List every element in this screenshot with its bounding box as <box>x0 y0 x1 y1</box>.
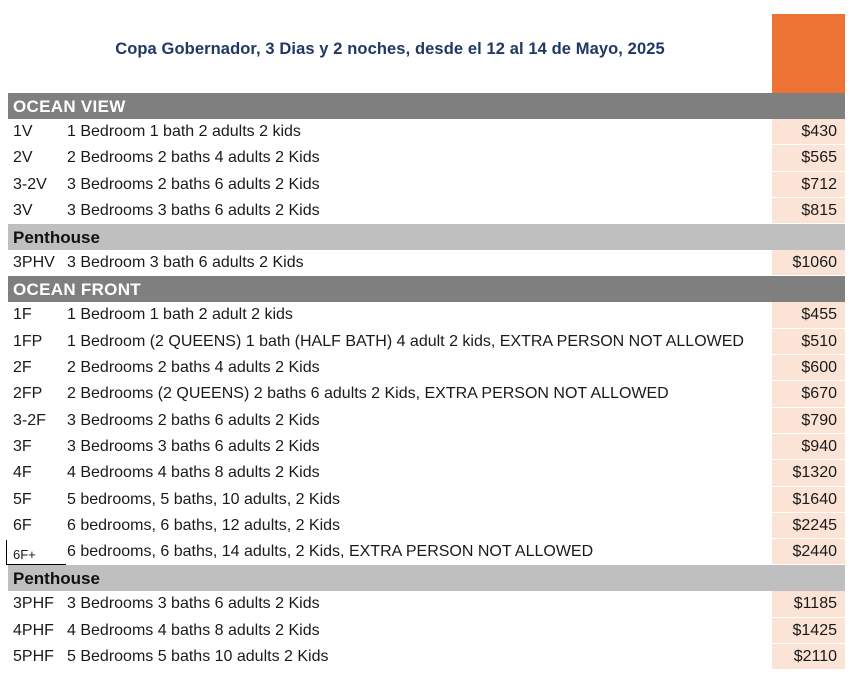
room-description: 1 Bedroom (2 QUEENS) 1 bath (HALF BATH) 4 adult 2 kids, EXTRA PERSON NOT ALLOWED <box>67 332 744 350</box>
room-price: $670 <box>772 381 845 407</box>
section-header-penthouse-view: Penthouse <box>8 224 845 250</box>
room-description: 6 bedrooms, 6 baths, 12 adults, 2 Kids <box>67 516 341 534</box>
room-description: 2 Bedrooms (2 QUEENS) 2 baths 6 adults 2 Kids, EXTRA PERSON NOT ALLOWED <box>67 385 669 403</box>
room-code: 2FP <box>13 385 43 403</box>
room-price: $1425 <box>772 618 845 644</box>
table-row <box>8 644 845 670</box>
room-code: 4F <box>13 464 32 482</box>
room-price: $565 <box>772 145 845 171</box>
table-row <box>8 329 845 355</box>
room-code: 1F <box>13 306 32 324</box>
room-description: 5 bedrooms, 5 baths, 10 adults, 2 Kids <box>67 490 341 508</box>
table-row <box>8 618 845 644</box>
room-price: $2245 <box>772 513 845 539</box>
room-price: $712 <box>772 172 845 198</box>
table-row <box>8 198 845 224</box>
room-description: 3 Bedrooms 2 baths 6 adults 2 Kids <box>67 411 320 429</box>
room-description: 1 Bedroom 1 bath 2 adults 2 kids <box>67 123 301 140</box>
room-description: 3 Bedroom 3 bath 6 adults 2 Kids <box>67 254 304 272</box>
table-row <box>8 119 845 145</box>
room-code: 4PHF <box>13 621 54 639</box>
room-code: 1FP <box>13 332 43 350</box>
room-price: $2110 <box>772 644 845 670</box>
room-description: 6 bedrooms, 6 baths, 14 adults, 2 Kids, EXTRA PERSON NOT ALLOWED <box>67 543 594 561</box>
room-code: 2F <box>13 359 32 377</box>
room-code: 6F+ <box>13 547 36 563</box>
room-description: 1 Bedroom 1 bath 2 adult 2 kids <box>67 306 293 324</box>
table-row <box>8 513 845 539</box>
table-row <box>8 487 845 513</box>
room-description: 5 Bedrooms 5 baths 10 adults 2 Kids <box>67 648 329 666</box>
room-code: 3PHV <box>13 254 55 272</box>
room-price: $790 <box>772 408 845 434</box>
room-code: 3F <box>13 437 32 455</box>
room-code: 5PHF <box>13 648 54 666</box>
room-code: 3PHF <box>13 595 54 613</box>
table-row <box>8 172 845 198</box>
room-price: $1060 <box>772 250 845 276</box>
table-row <box>8 355 845 381</box>
room-price: $1185 <box>772 591 845 617</box>
table-row <box>8 302 845 328</box>
room-description: 2 Bedrooms 2 baths 4 adults 2 Kids <box>67 149 320 167</box>
room-code: 3-2V <box>13 175 47 193</box>
room-price: $510 <box>772 329 845 355</box>
table-row <box>8 250 845 276</box>
page-title: Copa Gobernador, 3 Dias y 2 noches, desde el 12 al 14 de Mayo, 2025 <box>115 40 665 58</box>
table-row <box>8 145 845 171</box>
room-description: 3 Bedrooms 3 baths 6 adults 2 Kids <box>67 437 320 455</box>
room-price: $1320 <box>772 460 845 486</box>
table-row <box>8 408 845 434</box>
room-price: $1640 <box>772 487 845 513</box>
section-header-penthouse-front: Penthouse <box>8 565 845 591</box>
room-description: 3 Bedrooms 2 baths 6 adults 2 Kids <box>67 175 320 193</box>
room-code: 3-2F <box>13 411 46 429</box>
orange-accent-block <box>772 14 845 93</box>
section-header-ocean-front: OCEAN FRONT <box>8 276 845 302</box>
room-description: 4 Bedrooms 4 baths 8 adults 2 Kids <box>67 621 320 639</box>
room-code: 2V <box>13 149 33 167</box>
table-row <box>8 460 845 486</box>
room-code: 5F <box>13 490 32 508</box>
table-row <box>8 539 845 565</box>
room-price: $600 <box>772 355 845 381</box>
room-description: 4 Bedrooms 4 baths 8 adults 2 Kids <box>67 464 320 482</box>
room-description: 2 Bedrooms 2 baths 4 adults 2 Kids <box>67 359 320 377</box>
room-price: $940 <box>772 434 845 460</box>
room-code: 3V <box>13 201 33 219</box>
room-code: 6F <box>13 516 32 534</box>
table-row <box>8 381 845 407</box>
section-header-ocean-view: OCEAN VIEW <box>8 93 845 119</box>
table-row <box>8 591 845 617</box>
room-description: 3 Bedrooms 3 baths 6 adults 2 Kids <box>67 201 320 219</box>
room-price: $430 <box>772 119 845 145</box>
room-description: 3 Bedrooms 3 baths 6 adults 2 Kids <box>67 595 320 613</box>
room-price: $2440 <box>772 539 845 565</box>
room-price: $815 <box>772 198 845 224</box>
rate-table <box>8 93 845 670</box>
room-code: 1V <box>13 123 33 140</box>
room-price: $455 <box>772 302 845 328</box>
table-row <box>8 434 845 460</box>
